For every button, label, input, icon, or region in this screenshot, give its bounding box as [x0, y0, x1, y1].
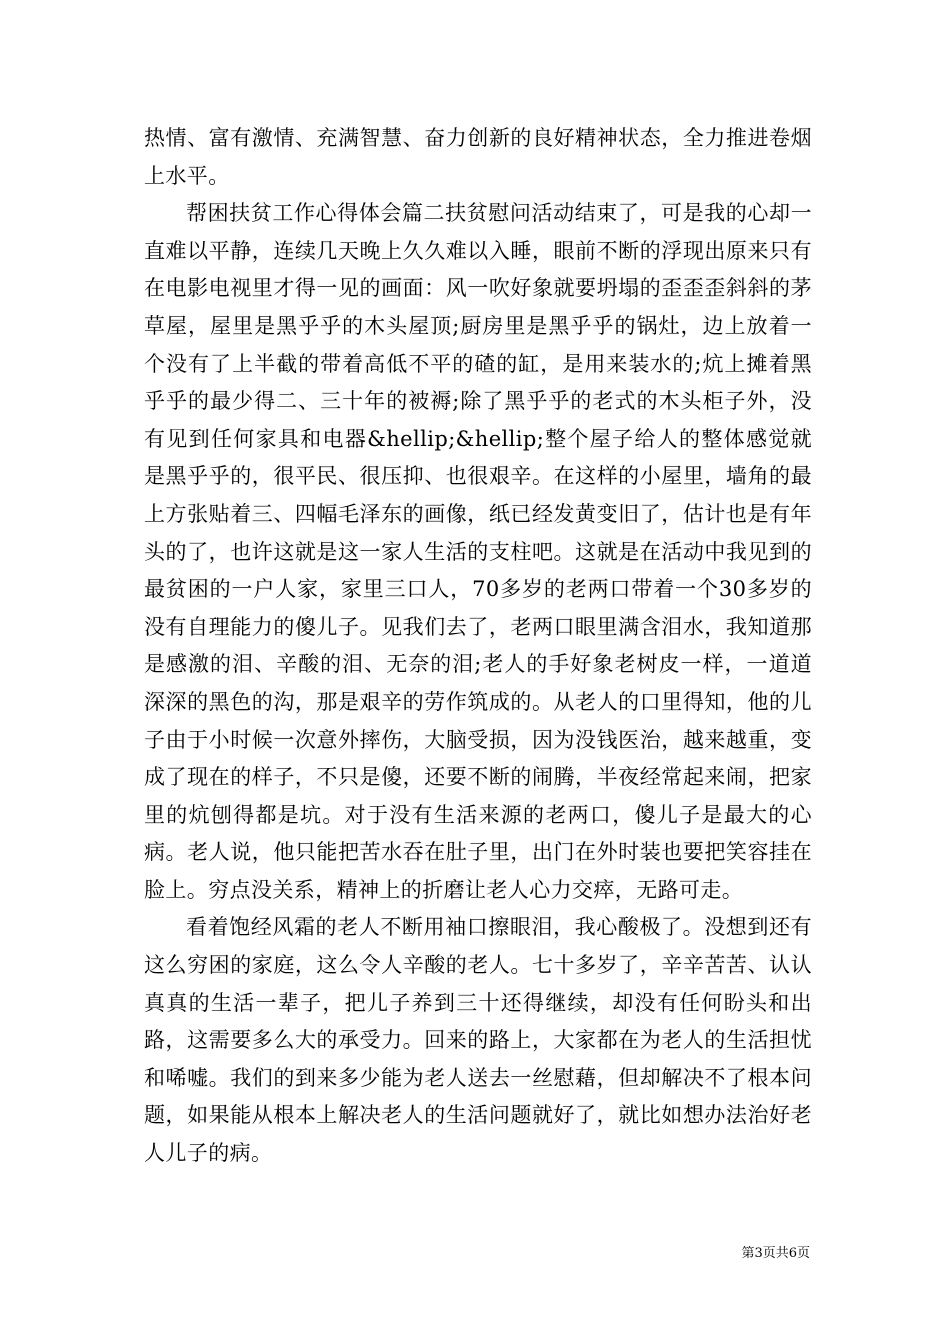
paragraph-poverty-visit: 帮困扶贫工作心得体会篇二扶贫慰问活动结束了，可是我的心却一直难以平静，连续几天晚上久久难以入睡，眼前不断的浮现出原来只有在电影电视里才得一见的画面：风一吹好象就要坍塌的歪歪歪斜斜的茅草屋，屋里是黑乎乎的木头屋顶;厨房里是黑乎乎的锅灶，边上放着一个没有了上半截的带着高低不平的碴的缸，是用来装水的;炕上摊着黑乎乎的最少得二、三十年的被褥;除了黑乎乎的老式的木头柜子外，没有见到任何家具和电器&hellip;&hellip;整个屋子给人的整体感觉就是黑乎乎的，很平民、很压抑、也很艰辛。在这样的小屋里，墙角的最上方张贴着三、四幅毛泽东的画像，纸已经发黄变旧了，估计也是有年头的了，也许这就是这一家人生活的支柱吧。这就是在活动中我见到的最贫困的一户人家，家里三口人，70多岁的老两口带着一个30多岁的没有自理能力的傻儿子。见我们去了，老两口眼里满含泪水，我知道那是感激的泪、辛酸的泪、无奈的泪;老人的手好象老树皮一样，一道道深深的黑色的沟，那是艰辛的劳作筑成的。从老人的口里得知，他的儿子由于小时候一次意外摔伤，大脑受损，因为没钱医治，越来越重，变成了现在的样子，不只是傻，还要不断的闹腾，半夜经常起来闹，把家里的炕刨得都是坑。对于没有生活来源的老两口，傻儿子是最大的心病。老人说，他只能把苦水吞在肚子里，出门在外时装也要把笑容挂在脸上。穷点没关系，精神上的折磨让老人心力交瘁，无路可走。: [144, 201, 812, 902]
page-number: 第3页共6页: [741, 1246, 810, 1261]
document-body: [144, 120, 812, 1173]
paragraph-elderly-reflection: 看着饱经风霜的老人不断用袖口擦眼泪，我心酸极了。没想到还有这么穷困的家庭，这么令人辛酸的老人。七十多岁了，辛辛苦苦、认认真真的生活一辈子，把儿子养到三十还得继续，却没有任何盼头和出路，这需要多么大的承受力。回来的路上，大家都在为老人的生活担忧和唏嘘。我们的到来多少能为老人送去一丝慰藉，但却解决不了根本问题，如果能从根本上解决老人的生活问题就好了，就比如想办法治好老人儿子的病。: [144, 915, 812, 1166]
paragraph-continuation: 热情、富有激情、充满智慧、奋力创新的良好精神状态，全力推进卷烟上水平。: [144, 126, 812, 188]
